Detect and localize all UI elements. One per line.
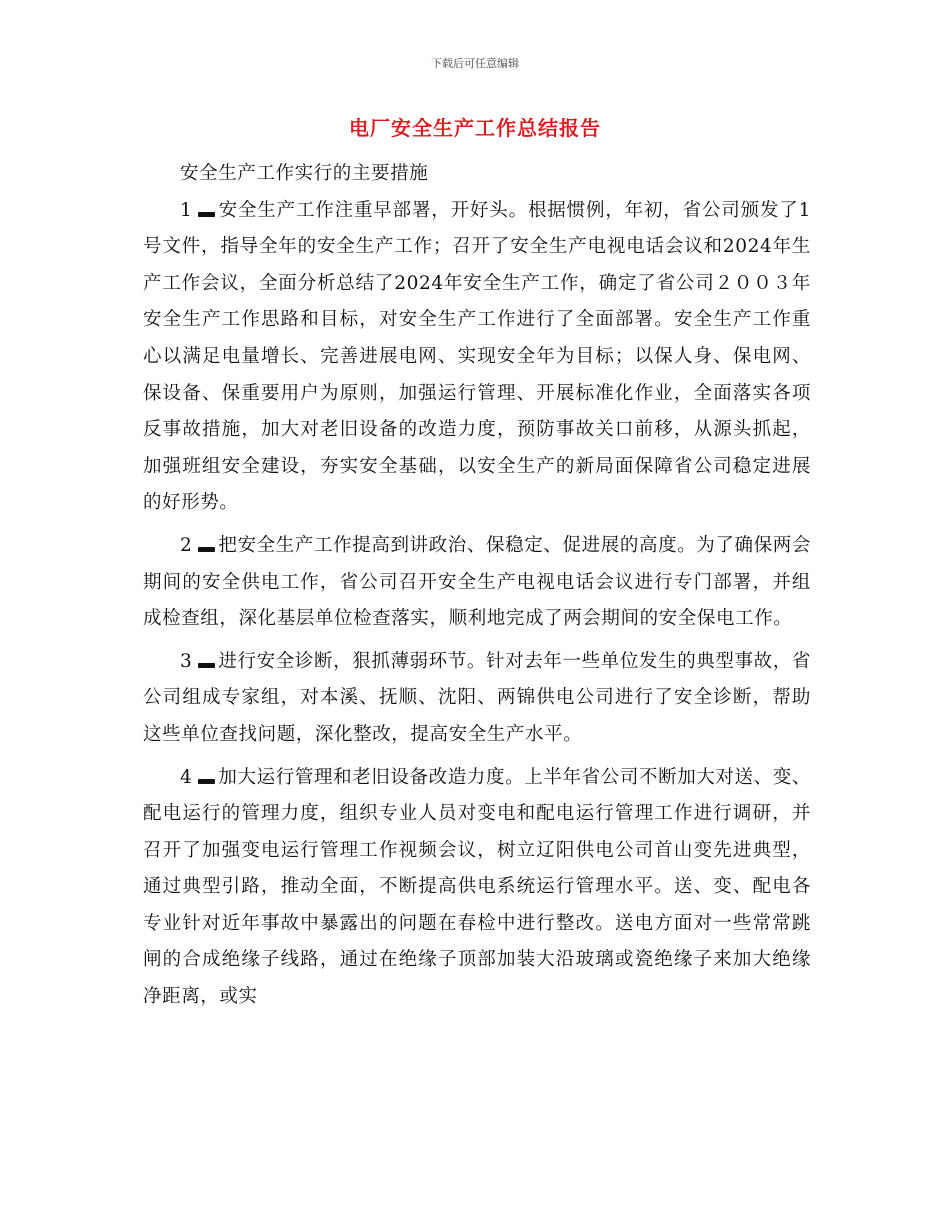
paragraph-text: 进行安全诊断，狠抓薄弱环节。针对去年一些单位发生的典型事故，省公司组成专家组，对本溪、抚顺、沈阳、两锦供电公司进行了安全诊断，帮助这些单位查找问题，深化整改，提高安全生产水平。 xyxy=(143,650,811,745)
section-heading: 安全生产工作实行的主要措施 xyxy=(180,163,429,184)
list-marker xyxy=(198,779,215,784)
paragraph-4 xyxy=(143,760,811,1016)
paragraph-1 xyxy=(143,193,811,522)
paragraph-3 xyxy=(143,644,811,754)
paragraph-2 xyxy=(143,528,811,638)
list-marker xyxy=(198,663,215,668)
header-note: 下载后可任意编辑 xyxy=(431,57,519,70)
paragraph-number: 3 xyxy=(180,650,193,672)
paragraph-text: 加大运行管理和老旧设备改造力度。上半年省公司不断加大对送、变、配电运行的管理力度，组织专业人员对变电和配电运行管理工作进行调研，并召开了加强变电运行管理工作视频会议，树立辽阳供电公司首山变先进典型，通过典型引路，推动全面，不断提高供电系统运行管理水平。送、变、配电各专业针对近年事故中暴露出的问题在春检中进行整改。送电方面对一些常常跳闸的合成绝缘子线路，通过在绝缘子顶部加装大沿玻璃或瓷绝缘子来加大绝缘净距离，或实 xyxy=(143,766,811,1008)
paragraph-number: 2 xyxy=(180,534,193,556)
document-title: 电厂安全生产工作总结报告 xyxy=(349,116,601,140)
paragraph-number: 1 xyxy=(180,199,193,221)
list-marker xyxy=(198,547,215,552)
document-body xyxy=(143,156,811,1016)
paragraph-text: 安全生产工作注重早部署，开好头。根据惯例，年初，省公司颁发了1号文件，指导全年的安全生产工作；召开了安全生产电视电话会议和2024年生产工作会议，全面分析总结了2024年安全生产工作，确定了省公司２００３年安全生产工作思路和目标，对安全生产工作进行了全面部署。安全生产工作重心以满足电量增长、完善进展电网、实现安全年为目标；以保人身、保电网、保设备、保重要用户为原则，加强运行管理、开展标准化作业，全面落实各项反事故措施，加大对老旧设备的改造力度，预防事故关口前移，从源头抓起，加强班组安全建设，夯实安全基础，以安全生产的新局面保障省公司稳定进展的好形势。 xyxy=(143,199,811,514)
list-marker xyxy=(198,212,215,217)
paragraph-text: 把安全生产工作提高到讲政治、保稳定、促进展的高度。为了确保两会期间的安全供电工作，省公司召开安全生产电视电话会议进行专门部署，并组成检查组，深化基层单位检查落实，顺利地完成了两会期间的安全保电工作。 xyxy=(143,534,811,630)
paragraph-number: 4 xyxy=(180,766,193,788)
